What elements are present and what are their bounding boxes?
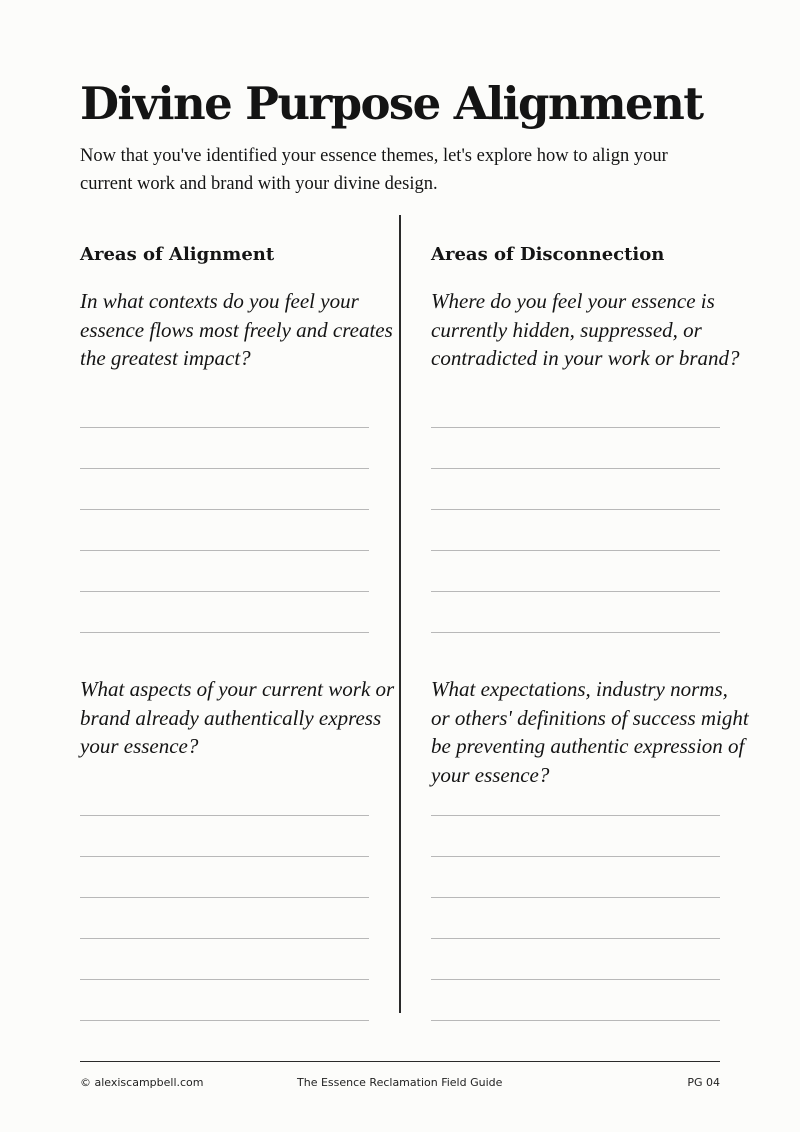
writing-line[interactable] <box>431 427 720 428</box>
alignment-heading: Areas of Alignment <box>80 244 275 265</box>
writing-line[interactable] <box>431 979 720 980</box>
footer-guide-name: The Essence Reclamation Field Guide <box>297 1076 503 1089</box>
alignment-answer-lines-1[interactable] <box>80 427 369 673</box>
writing-line[interactable] <box>80 550 369 551</box>
writing-line[interactable] <box>80 815 369 816</box>
footer-page-number: PG 04 <box>687 1076 720 1089</box>
writing-line[interactable] <box>431 938 720 939</box>
writing-line[interactable] <box>80 897 369 898</box>
writing-line[interactable] <box>80 632 369 633</box>
writing-line[interactable] <box>80 938 369 939</box>
disconnection-heading: Areas of Disconnection <box>431 244 665 265</box>
writing-line[interactable] <box>431 1020 720 1021</box>
writing-line[interactable] <box>431 856 720 857</box>
disconnection-column <box>431 238 749 787</box>
footer-rule <box>80 1061 720 1062</box>
disconnection-answer-lines-1[interactable] <box>431 427 720 673</box>
alignment-column <box>80 238 395 758</box>
writing-line[interactable] <box>431 591 720 592</box>
writing-line[interactable] <box>431 509 720 510</box>
intro-paragraph: Now that you've identified your essence themes, let's explore how to align your current work and brand with your divine design. <box>80 146 668 194</box>
alignment-answer-lines-2[interactable] <box>80 815 369 1061</box>
footer-website: © alexiscampbell.com <box>80 1076 204 1089</box>
writing-line[interactable] <box>80 509 369 510</box>
writing-line[interactable] <box>80 1020 369 1021</box>
disconnection-answer-lines-2[interactable] <box>431 815 720 1061</box>
disconnection-prompt-1: Where do you feel your essence is currently hidden, suppressed, or contradicted in your work or brand? <box>431 289 740 370</box>
writing-line[interactable] <box>80 856 369 857</box>
writing-line[interactable] <box>80 591 369 592</box>
page-title: Divine Purpose Alignment <box>80 77 703 130</box>
writing-line[interactable] <box>431 632 720 633</box>
alignment-prompt-2: What aspects of your current work or brand already authentically express your essence? <box>80 677 395 758</box>
writing-line[interactable] <box>80 979 369 980</box>
writing-line[interactable] <box>431 897 720 898</box>
writing-line[interactable] <box>80 468 369 469</box>
disconnection-prompt-2: What expectations, industry norms, or others' definitions of success might be preventing authentic expression of your essence? <box>431 677 749 787</box>
writing-line[interactable] <box>431 550 720 551</box>
writing-line[interactable] <box>431 468 720 469</box>
alignment-prompt-1: In what contexts do you feel your essence flows most freely and creates the greatest impact? <box>80 289 393 370</box>
writing-line[interactable] <box>80 427 369 428</box>
writing-line[interactable] <box>431 815 720 816</box>
